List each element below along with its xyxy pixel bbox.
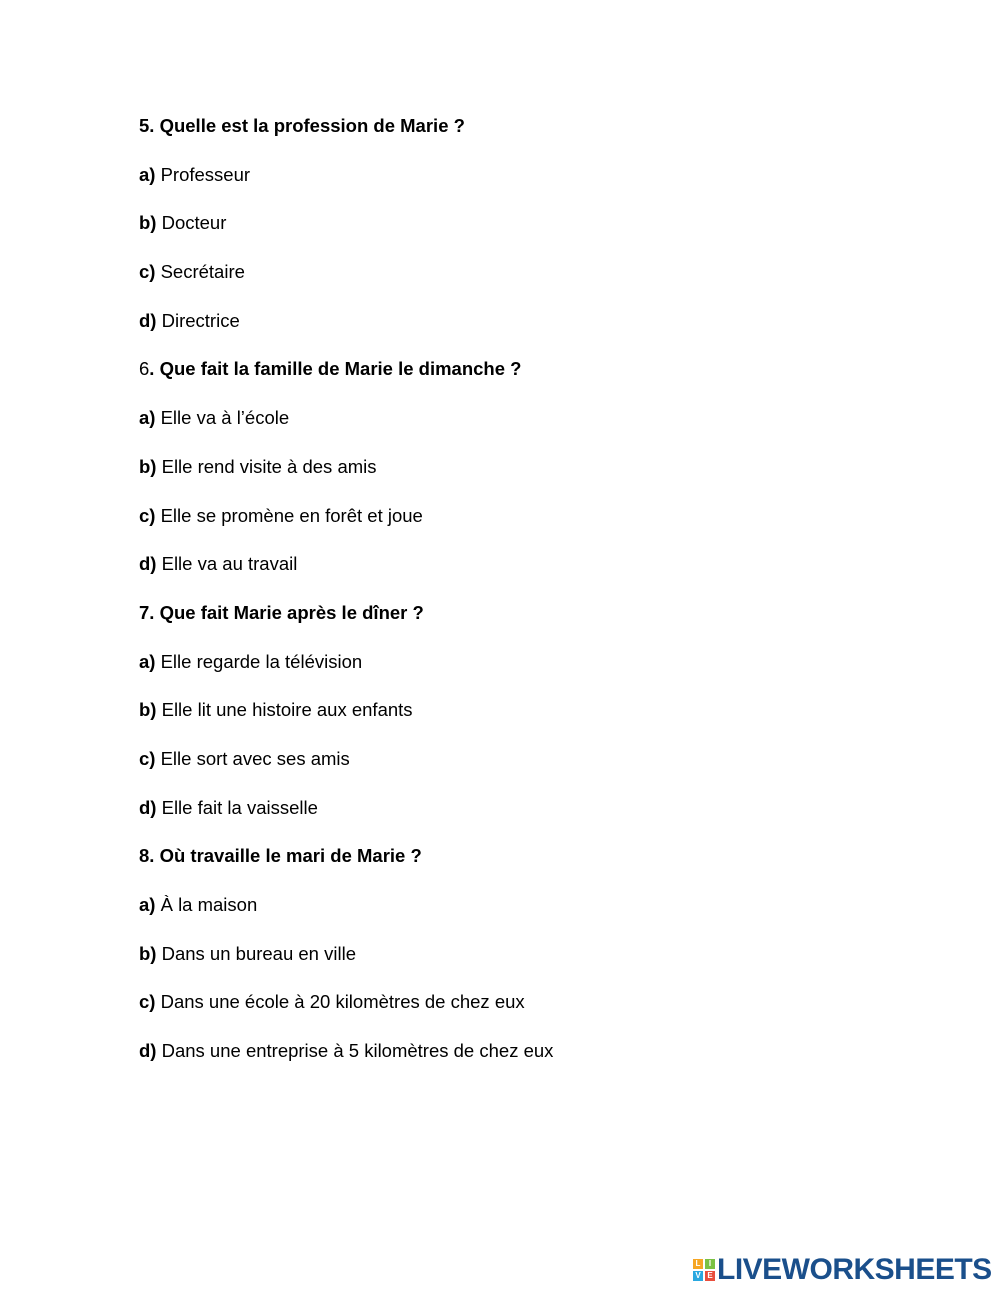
question-number: 5 <box>139 115 150 136</box>
option-text: Dans une entreprise à 5 kilomètres de chez eux <box>156 1040 554 1062</box>
option-letter: d) <box>139 1040 157 1062</box>
logo-cell: V <box>693 1271 703 1281</box>
option-text: Elle se promène en forêt et joue <box>155 504 423 526</box>
question-5 <box>139 113 553 162</box>
option-text: Elle rend visite à des amis <box>156 455 377 477</box>
option-text: À la maison <box>155 894 258 915</box>
option-letter: d) <box>139 309 157 331</box>
question-text: . Que fait la famille de Marie le dimanche ? <box>149 358 522 380</box>
option-letter: a) <box>139 894 156 915</box>
question-number: 7 <box>139 601 150 623</box>
option-letter: c) <box>139 747 156 769</box>
option-letter: b) <box>139 942 157 964</box>
logo-cell: E <box>705 1271 715 1281</box>
logo-mark-icon <box>693 1259 715 1281</box>
option-letter: a) <box>139 163 156 185</box>
option-6d[interactable] <box>139 551 553 600</box>
option-letter: d) <box>139 796 157 818</box>
option-5c[interactable] <box>139 259 553 308</box>
logo-cell: I <box>705 1259 715 1269</box>
option-text: Professeur <box>155 163 251 185</box>
option-letter: b) <box>139 212 157 234</box>
question-number: 6 <box>139 358 150 380</box>
question-number: 8 <box>139 845 150 867</box>
option-6c[interactable] <box>139 503 553 552</box>
option-6a[interactable] <box>139 405 553 454</box>
question-text: . Où travaille le mari de Marie ? <box>149 845 422 867</box>
option-text: Dans une école à 20 kilomètres de chez eux <box>155 991 525 1013</box>
option-text: Secrétaire <box>155 261 245 283</box>
worksheet-content <box>139 113 553 1087</box>
option-letter: d) <box>139 553 157 575</box>
option-text: Elle regarde la télévision <box>155 650 363 672</box>
question-7 <box>139 600 553 649</box>
option-6b[interactable] <box>139 454 553 503</box>
option-8d[interactable] <box>139 1038 553 1087</box>
question-8 <box>139 843 553 892</box>
option-5d[interactable] <box>139 308 553 357</box>
option-7d[interactable] <box>139 795 553 844</box>
option-text: Elle va au travail <box>156 553 298 575</box>
option-letter: a) <box>139 407 156 429</box>
option-letter: c) <box>139 261 156 283</box>
option-text: Elle fait la vaisselle <box>156 796 318 818</box>
option-text: Elle lit une histoire aux enfants <box>156 699 413 721</box>
option-8c[interactable] <box>139 989 553 1038</box>
option-8b[interactable] <box>139 941 553 990</box>
option-letter: a) <box>139 650 156 672</box>
option-7a[interactable] <box>139 649 553 698</box>
option-text: Dans un bureau en ville <box>156 942 356 964</box>
liveworksheets-logo <box>693 1252 992 1288</box>
question-text: . Quelle est la profession de Marie ? <box>149 115 465 136</box>
option-letter: c) <box>139 991 156 1013</box>
option-text: Elle va à l’école <box>155 407 290 429</box>
question-text: . Que fait Marie après le dîner ? <box>149 601 424 623</box>
option-text: Docteur <box>156 212 227 234</box>
question-6 <box>139 356 553 405</box>
logo-cell: L <box>693 1259 703 1269</box>
option-letter: b) <box>139 699 157 721</box>
option-7c[interactable] <box>139 746 553 795</box>
option-5b[interactable] <box>139 210 553 259</box>
option-text: Elle sort avec ses amis <box>155 747 350 769</box>
option-letter: c) <box>139 504 156 526</box>
option-letter: b) <box>139 455 157 477</box>
logo-text: LIVEWORKSHEETS <box>717 1253 992 1286</box>
option-text: Directrice <box>156 309 240 331</box>
option-8a[interactable] <box>139 892 553 941</box>
option-7b[interactable] <box>139 697 553 746</box>
option-5a[interactable] <box>139 162 553 211</box>
